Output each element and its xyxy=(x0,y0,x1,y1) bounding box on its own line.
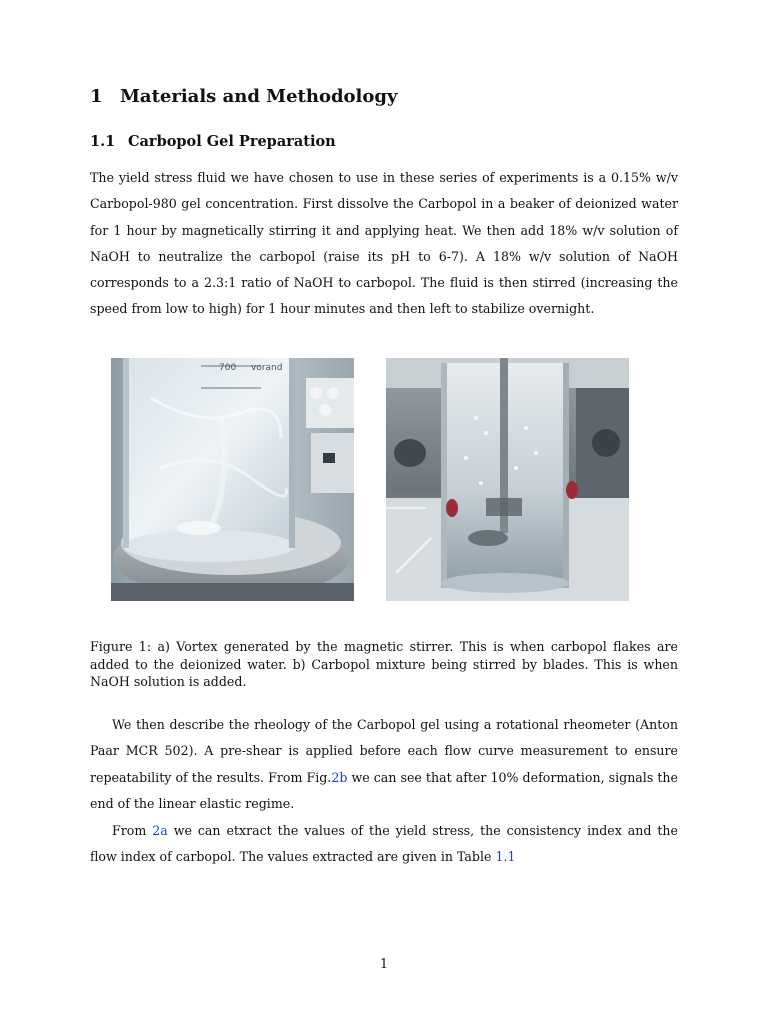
figure-photo-vortex xyxy=(111,358,354,601)
paragraph-flow-text-middle: we can etxract the values of the yield stress, the consistency index and the flow index of carbopol. The values extracted are given in Table xyxy=(90,823,679,865)
subsection-number: 1.1 xyxy=(90,133,116,150)
beaker-brand-label: vorand xyxy=(251,363,283,373)
section-heading xyxy=(90,86,397,107)
subsection-heading xyxy=(90,133,336,150)
paragraph-flow-values xyxy=(90,818,678,871)
paragraph-rheology-text-end: we can see that after 10% deformation, signals the end of the linear elastic regime. xyxy=(90,769,678,811)
paragraph-preparation: The yield stress fluid we have chosen to use in these series of experiments is a 0.15% w/v Carbopol-980 gel concentration. First dissolve the Carbopol in a beaker of deionized water for 1 hour by magnetically stirring it and applying heat. We then add 18% w/v solution of NaOH to neutralize the carbopol (raise its pH to 6-7). A 18% w/v solution of NaOH corresponds to a 2.3:1 ratio of NaOH to carbopol. The fluid is then stirred (increasing the speed from low to high) for 1 hour minutes and then left to stabilize overnight. xyxy=(90,170,678,317)
beaker-volume-label: 700 xyxy=(219,363,237,373)
paragraph-rheology-text-start: We then describe the rheology of the Carbopol gel using a rotational rheometer (Anton Paar MCR 502). A pre-shear is applied before each flow curve measurement to ensure repeatability of the results. From Fig. xyxy=(90,717,678,785)
subsection-title: Carbopol Gel Preparation xyxy=(128,133,336,150)
section-title: Materials and Methodology xyxy=(120,86,398,107)
figure-2b-link[interactable]: 2b xyxy=(331,769,348,785)
section-number: 1 xyxy=(90,86,103,107)
figure-photo-stirring xyxy=(386,358,629,601)
table-1-1-link[interactable]: 1.1 xyxy=(495,849,516,865)
figure-caption: Figure 1: a) Vortex generated by the magnetic stirrer. This is when carbopol flakes are added to the deionized water. b) Carbopol mixture being stirred by blades. This is when NaOH solution is added. xyxy=(90,639,678,689)
paragraph-flow-text-start: From xyxy=(112,823,153,838)
paragraph-rheology xyxy=(90,712,678,817)
figure-2a-link[interactable]: 2a xyxy=(152,823,168,838)
page-number: 1 xyxy=(379,956,388,971)
